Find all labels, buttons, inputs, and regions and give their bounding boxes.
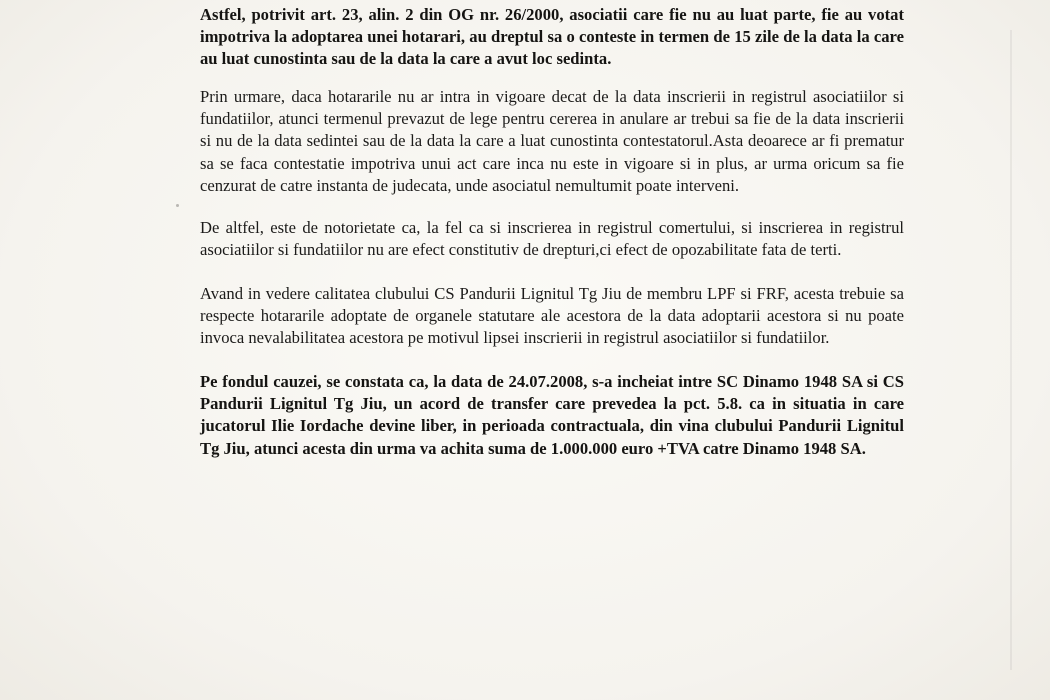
paragraph-merits: Pe fondul cauzei, se constata ca, la data de 24.07.2008, s-a incheiat intre SC Dinamo 1948 SA si CS Pandurii Lignitul Tg Jiu, un acord de transfer care prevedea la pct. 5.8. ca in situatia in care jucatorul Ilie Iordache devine liber, in perioada contractuala, din vina clubului Pandurii Lignitul Tg Jiu, atunci acesta din urma va achita suma de 1.000.000 euro +TVA catre Dinamo 1948 SA. xyxy=(200,372,904,458)
scan-shadow xyxy=(1010,30,1012,670)
paragraph-notoriety: De altfel, este de notorietate ca, la fel ca si inscrierea in registrul comertului, si inscrierea in registrul asociatiilor si fundatiilor nu are efect constitutiv de drepturi,ci efect de opozabilitate fata de terti. xyxy=(200,217,904,259)
paragraph-club-membership: Avand in vedere calitatea clubului CS Pandurii Lignitul Tg Jiu de membru LPF si FRF, acesta trebuie sa respecte hotararile adoptate de organele statutare ale acestora de la data adoptarii acestora si nu poate invoca nevalabilitatea acestora pe motivul lipsei inscrierii in registrul asociatiilor si fundatiilor. xyxy=(200,283,904,348)
paragraph-legal-basis: Astfel, potrivit art. 23, alin. 2 din OG nr. 26/2000, asociatii care fie nu au luat parte, fie au votat impotriva la adoptarea unei hotarari, au dreptul sa o conteste in termen de 15 zile de la data la care au luat cunostinta sau de la data la care a avut loc sedinta. xyxy=(200,5,904,69)
document-body xyxy=(200,4,904,460)
scan-speck xyxy=(176,204,179,207)
paragraph-consequence: Prin urmare, daca hotararile nu ar intra in vigoare decat de la data inscrierii in registrul asociatiilor si fundatiilor, atunci termenul prevazut de lege pentru cererea in anulare ar trebui sa fie de la data inscrierii si nu de la data sedintei sau de la data la care a luat cunostinta contestatorul.Asta deoarece ar fi prematur sa se faca contestatie impotriva unui act care inca nu este in vigoare si in plus, ar urma oricum sa fie cenzurat de catre instanta de judecata, unde asociatul nemultumit poate interveni. xyxy=(200,87,904,195)
